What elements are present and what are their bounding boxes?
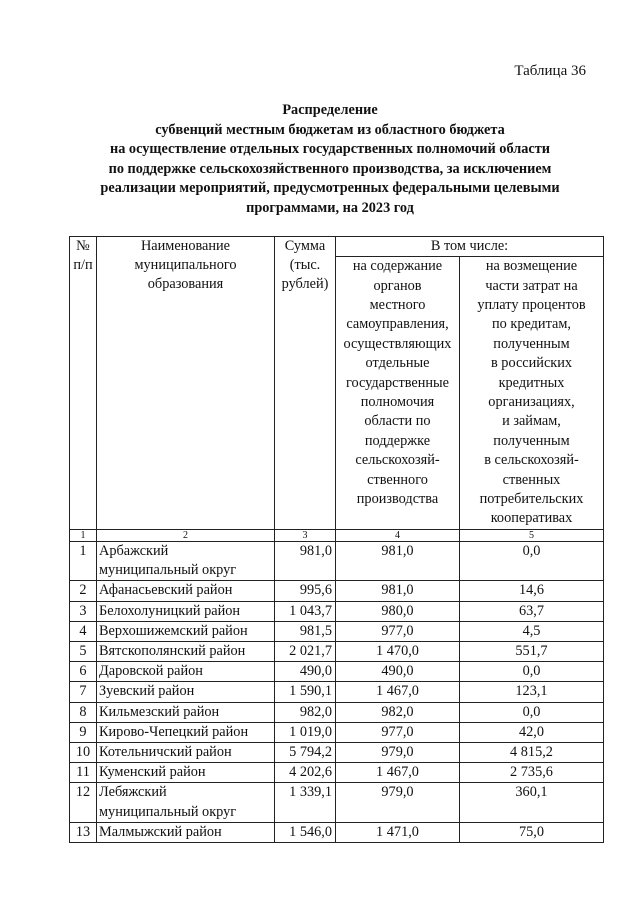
title-line: на осуществление отдельных государственных полномочий области xyxy=(109,141,551,158)
municipality-name-line: Кильмезский район xyxy=(99,703,220,720)
municipality-name-line: Зуевский район xyxy=(99,683,195,700)
title-line: по поддержке сельскохозяйственного производства, за исключением xyxy=(108,160,552,177)
sum-value: 1 043,7 xyxy=(275,601,336,621)
table-row xyxy=(70,722,604,742)
table-row xyxy=(70,641,604,661)
row-number: 11 xyxy=(70,763,97,783)
sum-value: 2 021,7 xyxy=(275,641,336,661)
header-col5-line: уплату процентов xyxy=(477,297,586,314)
col5-value: 63,7 xyxy=(460,601,604,621)
municipality-name-line: Куменский район xyxy=(99,764,206,781)
col4-value: 982,0 xyxy=(336,702,460,722)
header-sum xyxy=(275,237,336,530)
municipality-name-line: муниципальный округ xyxy=(99,803,237,820)
header-num-line: п/п xyxy=(73,257,93,274)
header-col4-line: местного xyxy=(369,297,426,314)
municipality-name xyxy=(97,722,275,742)
header-col4-line: на содержание xyxy=(352,258,443,275)
col5-value: 2 735,6 xyxy=(460,763,604,783)
col4-value: 977,0 xyxy=(336,722,460,742)
col5-value: 42,0 xyxy=(460,722,604,742)
municipality-name-line: муниципальный округ xyxy=(99,562,237,579)
table-row xyxy=(70,541,604,580)
column-number: 3 xyxy=(275,529,336,541)
header-col4-line: осуществляющих xyxy=(343,335,452,352)
municipality-name-line: Кирово-Чепецкий район xyxy=(99,723,249,740)
header-name xyxy=(97,237,275,530)
header-including: В том числе: xyxy=(336,237,604,257)
sum-value: 5 794,2 xyxy=(275,742,336,762)
col4-value: 981,0 xyxy=(336,581,460,601)
row-number: 4 xyxy=(70,621,97,641)
municipality-name-line: Вятскополянский район xyxy=(99,642,246,659)
table-row xyxy=(70,662,604,682)
table-row xyxy=(70,822,604,842)
col4-value: 981,0 xyxy=(336,541,460,580)
header-col4-line: органов xyxy=(373,277,422,294)
municipality-name xyxy=(97,822,275,842)
column-number: 2 xyxy=(97,529,275,541)
col5-value: 14,6 xyxy=(460,581,604,601)
municipality-name xyxy=(97,621,275,641)
header-col4-line: самоуправления, xyxy=(346,316,449,333)
table-row xyxy=(70,682,604,702)
municipality-name xyxy=(97,581,275,601)
title-line: субвенций местным бюджетам из областного бюджета xyxy=(155,121,505,138)
municipality-name xyxy=(97,702,275,722)
row-number: 8 xyxy=(70,702,97,722)
header-col5-line: полученным xyxy=(493,432,570,449)
municipality-name-line: Арбажский xyxy=(99,542,169,559)
header-name-line: муниципального xyxy=(134,257,237,274)
sum-value: 1 019,0 xyxy=(275,722,336,742)
header-col5-line: полученным xyxy=(493,335,570,352)
table-row xyxy=(70,581,604,601)
table-row xyxy=(70,742,604,762)
header-col5-line: кооперативах xyxy=(490,510,573,527)
header-col5-line: в российских xyxy=(490,355,573,372)
col4-value: 1 467,0 xyxy=(336,682,460,702)
header-col5-line: потребительских xyxy=(479,491,584,508)
header-num-line: № xyxy=(76,238,90,254)
municipality-name xyxy=(97,641,275,661)
municipality-name xyxy=(97,783,275,822)
municipality-name xyxy=(97,742,275,762)
header-col5-line: в сельскохозяй- xyxy=(484,452,579,469)
table-row xyxy=(70,783,604,822)
header-sum-line: рублей) xyxy=(281,276,329,293)
sum-value: 1 590,1 xyxy=(275,682,336,702)
table-row xyxy=(70,763,604,783)
table-row xyxy=(70,621,604,641)
municipality-name-line: Афанасьевский район xyxy=(99,582,233,599)
header-col5 xyxy=(460,257,604,530)
header-col5-line: по кредитам, xyxy=(492,316,571,333)
sum-value: 1 546,0 xyxy=(275,822,336,842)
row-number: 3 xyxy=(70,601,97,621)
row-number: 5 xyxy=(70,641,97,661)
col4-value: 1 471,0 xyxy=(336,822,460,842)
header-col5-line: организациях, xyxy=(488,394,575,411)
municipality-name-line: Даровской район xyxy=(99,663,203,680)
title-line: программами, на 2023 год xyxy=(246,199,414,216)
col4-value: 979,0 xyxy=(336,742,460,762)
row-number: 13 xyxy=(70,822,97,842)
header-col4-line: сельскохозяй- xyxy=(355,452,440,469)
row-number: 6 xyxy=(70,662,97,682)
municipality-name-line: Лебяжский xyxy=(99,784,167,801)
subvention-table xyxy=(69,236,604,843)
sum-value: 982,0 xyxy=(275,702,336,722)
sum-value: 981,5 xyxy=(275,621,336,641)
row-number: 1 xyxy=(70,541,97,580)
header-col5-line: кредитных xyxy=(498,374,565,391)
header-col4-line: отдельные xyxy=(365,355,430,372)
header-col5-line: и займам, xyxy=(502,413,561,430)
header-col5-line: на возмещение xyxy=(485,258,578,275)
header-col4-line: ственного xyxy=(367,471,428,488)
col5-value: 0,0 xyxy=(460,702,604,722)
table-row xyxy=(70,601,604,621)
col5-value: 4,5 xyxy=(460,621,604,641)
title-line: реализации мероприятий, предусмотренных федеральными целевыми xyxy=(100,180,560,197)
sum-value: 981,0 xyxy=(275,541,336,580)
header-col4-line: поддержке xyxy=(364,432,431,449)
row-number: 10 xyxy=(70,742,97,762)
row-number: 12 xyxy=(70,783,97,822)
col4-value: 977,0 xyxy=(336,621,460,641)
municipality-name-line: Белохолуницкий район xyxy=(99,602,241,619)
col5-value: 75,0 xyxy=(460,822,604,842)
row-number: 9 xyxy=(70,722,97,742)
title-line: Распределение xyxy=(282,102,378,118)
header-col4-line: государственные xyxy=(345,374,450,391)
col5-value: 0,0 xyxy=(460,662,604,682)
municipality-name-line: Малмыжский район xyxy=(99,823,222,840)
col4-value: 1 467,0 xyxy=(336,763,460,783)
header-row xyxy=(70,237,604,257)
sum-value: 4 202,6 xyxy=(275,763,336,783)
document-title xyxy=(60,101,600,219)
col5-value: 360,1 xyxy=(460,783,604,822)
row-number: 7 xyxy=(70,682,97,702)
col4-value: 980,0 xyxy=(336,601,460,621)
column-number: 5 xyxy=(460,529,604,541)
header-sum-line: Сумма xyxy=(284,238,326,254)
col4-value: 490,0 xyxy=(336,662,460,682)
col5-value: 123,1 xyxy=(460,682,604,702)
header-name-line: Наименование xyxy=(140,238,231,254)
column-number: 1 xyxy=(70,529,97,541)
municipality-name xyxy=(97,541,275,580)
table-label: Таблица 36 xyxy=(514,63,586,79)
sum-value: 1 339,1 xyxy=(275,783,336,822)
header-name-line: образования xyxy=(147,276,224,293)
col5-value: 4 815,2 xyxy=(460,742,604,762)
col4-value: 1 470,0 xyxy=(336,641,460,661)
sum-value: 995,6 xyxy=(275,581,336,601)
header-col5-line: ственных xyxy=(502,471,561,488)
header-col4-line: области по xyxy=(364,413,431,430)
municipality-name xyxy=(97,763,275,783)
municipality-name-line: Верхошижемский район xyxy=(99,622,248,639)
municipality-name xyxy=(97,682,275,702)
column-number: 4 xyxy=(336,529,460,541)
header-col4-line: полномочия xyxy=(360,394,435,411)
header-col4-line: производства xyxy=(356,491,439,508)
col5-value: 0,0 xyxy=(460,541,604,580)
municipality-name xyxy=(97,662,275,682)
header-col5-line: части затрат на xyxy=(485,277,578,294)
table-row xyxy=(70,702,604,722)
header-sum-line: (тыс. xyxy=(289,257,321,274)
column-number-row xyxy=(70,529,604,541)
sum-value: 490,0 xyxy=(275,662,336,682)
header-num xyxy=(70,237,97,530)
table-body xyxy=(70,237,604,843)
row-number: 2 xyxy=(70,581,97,601)
header-col4 xyxy=(336,257,460,530)
municipality-name-line: Котельничский район xyxy=(99,743,232,760)
municipality-name xyxy=(97,601,275,621)
col4-value: 979,0 xyxy=(336,783,460,822)
col5-value: 551,7 xyxy=(460,641,604,661)
